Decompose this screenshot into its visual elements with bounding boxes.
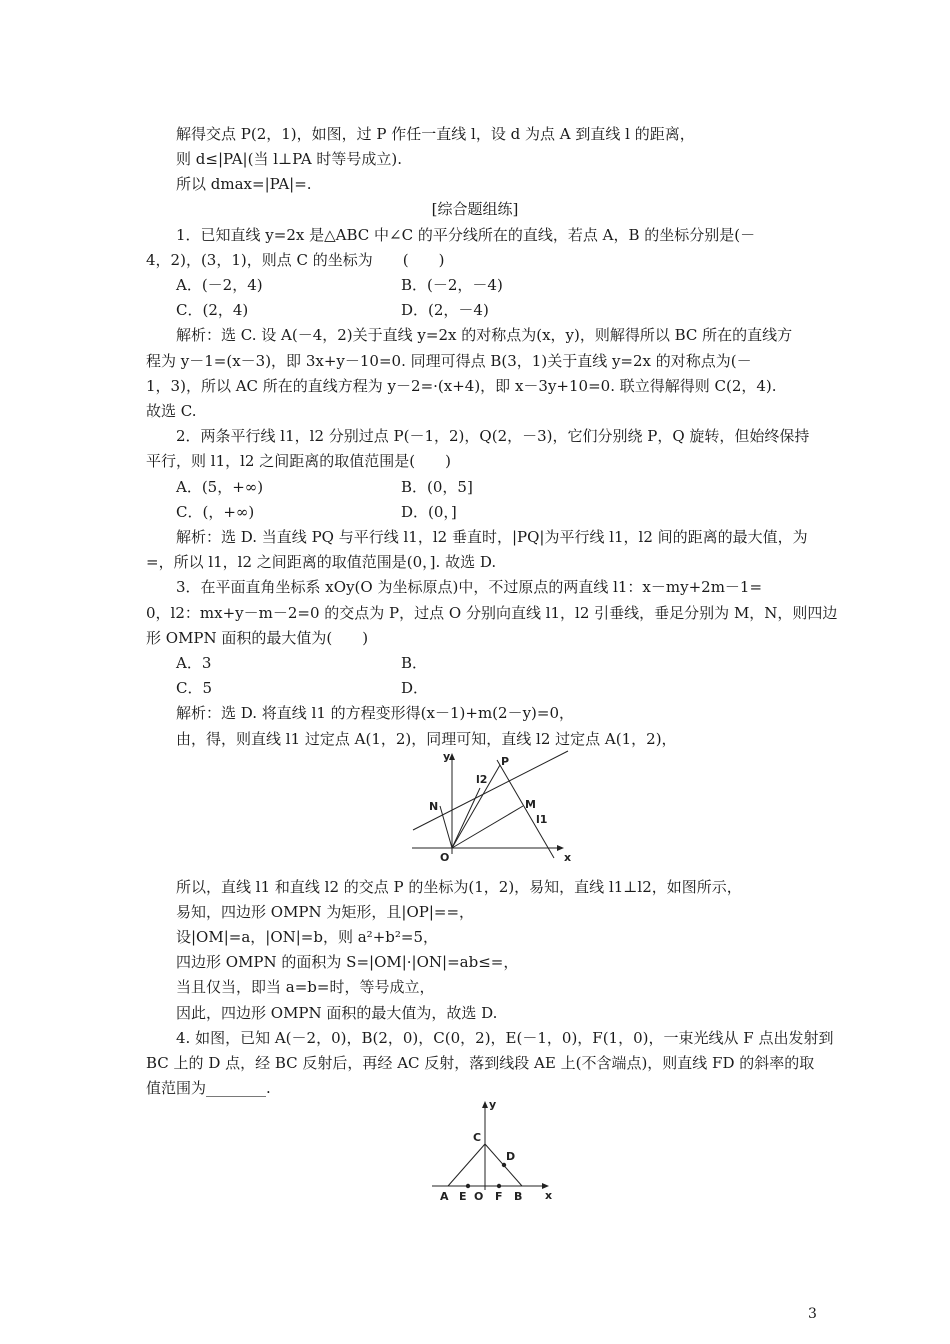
segment-om	[452, 806, 523, 848]
label-y: y	[443, 750, 451, 763]
label-e: E	[459, 1190, 467, 1203]
label-x: x	[545, 1189, 553, 1202]
solution-text: 故选 C.	[146, 402, 197, 420]
label-d: D	[506, 1150, 516, 1163]
option-c: C．(，+∞)	[176, 503, 255, 521]
solution-text: 解析：选 D. 将直线 l1 的方程变形得(x－1)+m(2－y)=0，	[176, 704, 575, 722]
solution-text: 四边形 OMPN 的面积为 S=|OM|·|ON|=ab≤=，	[176, 953, 519, 971]
text-line: 所以 dmax=|PA|=.	[176, 175, 312, 193]
option-d: D．(2，－4)	[401, 301, 489, 319]
solution-text: 1，3)，所以 AC 所在的直线方程为 y－2=·(x+4)，即 x－3y+10=0. 联立得解得则 C(2，4).	[146, 377, 777, 395]
label-o: O	[440, 851, 450, 864]
label-x: x	[564, 851, 572, 864]
question-1: 1．已知直线 y=2x 是△ABC 中∠C 的平分线所在的直线，若点 A，B 的坐标分别是(－	[176, 226, 756, 244]
text-line: BC 上的 D 点，经 BC 反射后，再经 AC 反射，落到线段 AE 上(不含端点)，则直线 FD 的斜率的取	[146, 1054, 815, 1072]
text-line: 平行，则 l1，l2 之间距离的取值范围是( )	[146, 452, 451, 470]
text-line: 值范围为________.	[146, 1079, 271, 1097]
text-line: 0，l2：mx+y－m－2=0 的交点为 P，过点 O 分别向直线 l1，l2 引垂线，垂足分别为 M，N，则四边	[146, 604, 838, 622]
label-f: F	[495, 1190, 503, 1203]
label-y: y	[489, 1098, 497, 1111]
label-l1: l1	[536, 813, 548, 826]
segment-on	[440, 806, 452, 848]
option-b: B．	[401, 654, 428, 672]
solution-text: 解析：选 C. 设 A(－4，2)关于直线 y=2x 的对称点为(x，y)，则解得所以 BC 所在的直线方	[176, 326, 793, 344]
solution-text: 当且仅当，即当 a=b=时，等号成立，	[176, 978, 435, 996]
label-c: C	[473, 1131, 482, 1144]
option-a: A．(－2，4)	[176, 276, 263, 294]
option-c: C．5	[176, 679, 213, 697]
question-3: 3．在平面直角坐标系 xOy(O 为坐标原点)中，不过原点的两直线 l1：x－my+2m－1=	[176, 578, 763, 596]
text-line: 形 OMPN 面积的最大值为( )	[146, 629, 369, 647]
option-a: A．(5，+∞)	[176, 478, 264, 496]
label-o: O	[474, 1190, 484, 1203]
option-b: B．(0，5]	[401, 478, 473, 496]
solution-text: 程为 y－1=(x－3)，即 3x+y－10=0. 同理可得点 B(3，1)关于直线 y=2x 的对称点为(－	[146, 352, 752, 370]
section-heading: [综合题组练]	[431, 200, 519, 218]
x-axis-arrow	[557, 845, 564, 851]
page-number: 3	[808, 1306, 817, 1322]
text-line: 则 d≤|PA|(当 l⊥PA 时等号成立).	[176, 150, 403, 168]
question-2: 2．两条平行线 l1，l2 分别过点 P(－1，2)，Q(2，－3)，它们分别绕 P，Q 旋转，但始终保持	[176, 427, 810, 445]
solution-text: 所以，直线 l1 和直线 l2 的交点 P 的坐标为(1，2)，易知，直线 l1⊥l2，如图所示，	[176, 878, 742, 896]
option-d: D．(0，]	[401, 503, 457, 521]
option-c: C．(2，4)	[176, 301, 249, 319]
segment-inner	[452, 788, 480, 848]
solution-text: 由，得，则直线 l1 过定点 A(1，2)，同理可知，直线 l2 过定点 A(1，2)，	[176, 730, 677, 748]
text-line: 4，2)，(3，1)，则点 C 的坐标为 ( )	[146, 251, 445, 269]
y-axis-arrow	[482, 1101, 488, 1108]
label-p: P	[501, 755, 510, 768]
point-d	[502, 1163, 506, 1167]
option-a: A．3	[176, 654, 212, 672]
option-b: B．(－2，－4)	[401, 276, 503, 294]
label-a: A	[440, 1190, 449, 1203]
solution-text: 因此，四边形 OMPN 面积的最大值为，故选 D.	[176, 1004, 498, 1022]
point-f	[497, 1184, 501, 1188]
text-line: 解得交点 P(2，1)，如图，过 P 作任一直线 l，设 d 为点 A 到直线 l 的距离，	[176, 125, 695, 143]
side-ac	[448, 1144, 485, 1186]
point-e	[466, 1184, 470, 1188]
solution-text: =，所以 l1，l2 之间距离的取值范围是(0，]. 故选 D.	[146, 553, 497, 571]
label-n: N	[429, 800, 439, 813]
label-m: M	[525, 798, 536, 811]
label-l2: l2	[476, 773, 488, 786]
figure-quadrilateral-ompn	[408, 748, 578, 866]
question-4: 4. 如图，已知 A(－2，0)，B(2，0)，C(0，2)，E(－1，0)，F(1，0)，一束光线从 F 点出发射到	[176, 1029, 834, 1047]
label-b: B	[514, 1190, 523, 1203]
solution-text: 设|OM|=a，|ON|=b，则 a²+b²=5，	[176, 928, 438, 946]
solution-text: 解析：选 D. 当直线 PQ 与平行线 l1，l2 垂直时，|PQ|为平行线 l1，l2 间的距离的最大值，为	[176, 528, 808, 546]
option-d: D．	[401, 679, 429, 697]
solution-text: 易知，四边形 OMPN 为矩形，且|OP|==，	[176, 903, 475, 921]
figure-triangle-abc	[428, 1096, 558, 1204]
